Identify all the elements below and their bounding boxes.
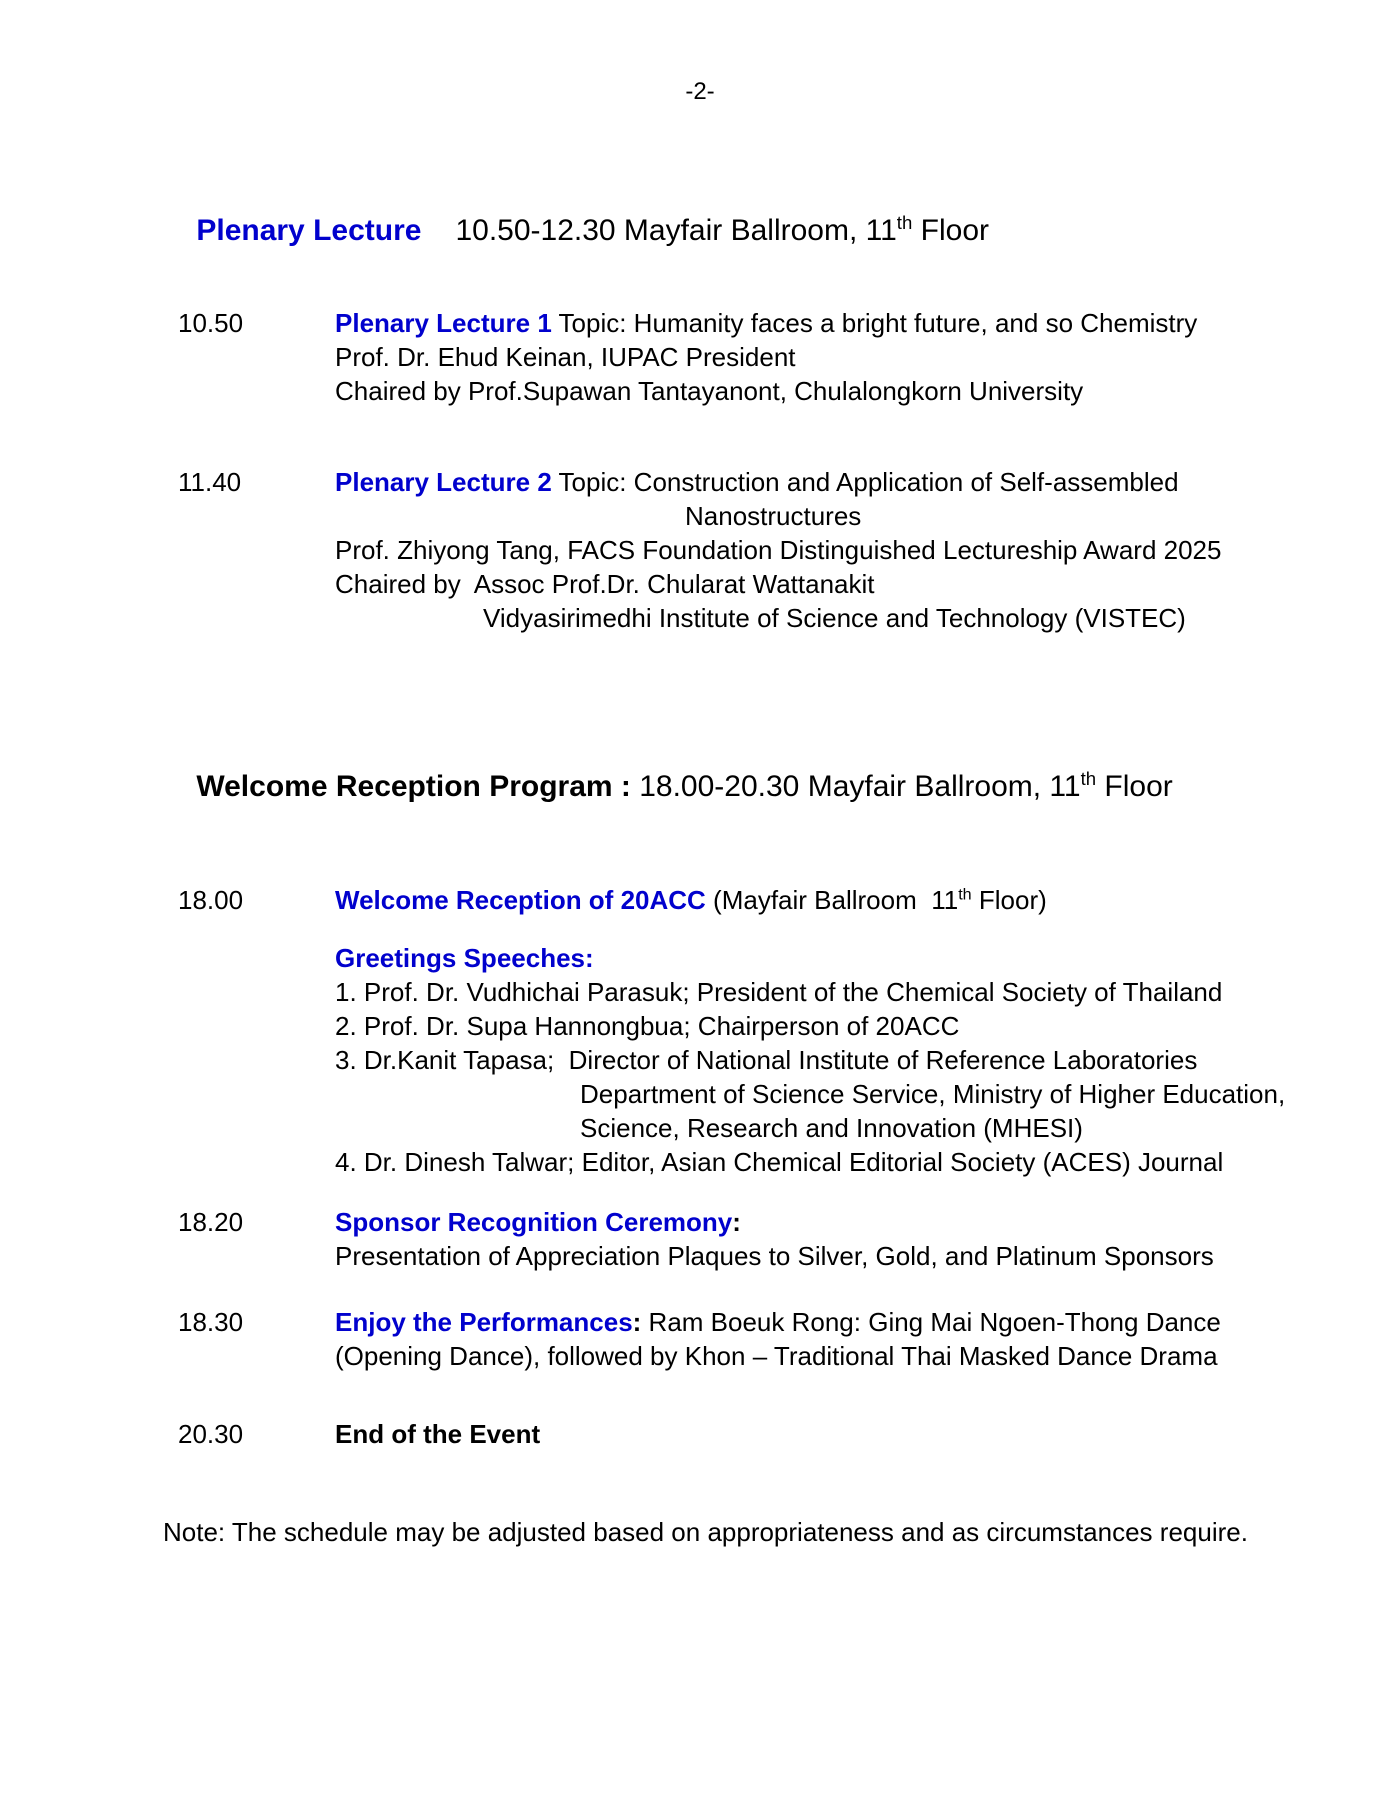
event-content (335, 1417, 1340, 1451)
plenary-heading-info-text: 10.50-12.30 Mayfair Ballroom, 11 (455, 214, 897, 247)
event-title-colon: : (732, 1207, 741, 1237)
schedule-row-plenary-2 (0, 465, 1400, 635)
event-title-colon: : (632, 1307, 642, 1337)
event-chair: Chaired by Assoc Prof.Dr. Chularat Wattanakit (335, 569, 875, 599)
time-cell: 20.30 (178, 1419, 244, 1449)
time-cell: 10.50 (178, 308, 244, 338)
event-title-line (335, 1205, 1340, 1239)
plenary-section-heading (163, 174, 1400, 288)
schedule-row-welcome-reception (0, 883, 1400, 917)
event-location (706, 885, 1047, 915)
event-topic-continuation: Nanostructures (685, 501, 862, 531)
event-title: Enjoy the Performances (335, 1307, 633, 1337)
event-chair-affiliation: Vidyasirimedhi Institute of Science and Technology (VISTEC) (483, 603, 1186, 633)
reception-heading-info-text: 18.00-20.30 Mayfair Ballroom, 11 (630, 770, 1081, 803)
time-cell: 18.30 (178, 1307, 244, 1337)
superscript-th: th (1080, 768, 1097, 789)
time-cell-empty (178, 941, 335, 1179)
greetings-content (335, 941, 1340, 1179)
reception-section-heading (163, 730, 1400, 844)
schedule-row-performances (0, 1305, 1400, 1373)
event-location-text: (Mayfair Ballroom 11 (705, 885, 959, 915)
greetings-item-3: 3. Dr.Kanit Tapasa; Director of National Institute of Reference Laboratories (335, 1045, 1198, 1075)
schedule-row-sponsor-ceremony (0, 1205, 1400, 1273)
event-title: Sponsor Recognition Ceremony (335, 1207, 733, 1237)
event-detail: (Opening Dance), followed by Khon – Traditional Thai Masked Dance Drama (335, 1341, 1218, 1371)
event-title-line (335, 883, 1340, 917)
greetings-item-2: 2. Prof. Dr. Supa Hannongbua; Chairperson of 20ACC (335, 1011, 960, 1041)
time-cell: 18.20 (178, 1207, 244, 1237)
event-content (335, 465, 1340, 635)
event-title: Welcome Reception of 20ACC (335, 885, 706, 915)
greetings-item-3-continuation-1: Department of Science Service, Ministry of Higher Education, (580, 1079, 1286, 1109)
event-topic: Topic: Humanity faces a bright future, and so Chemistry (551, 308, 1198, 338)
event-title-line (335, 1305, 1340, 1339)
time-cell: 11.40 (178, 467, 242, 497)
schedule-row-plenary-1 (0, 306, 1400, 408)
event-topic: Topic: Construction and Application of Self-assembled (551, 467, 1179, 497)
event-title-line (335, 465, 1340, 499)
schedule-note: Note: The schedule may be adjusted based on appropriateness and as circumstances require. (163, 1517, 1248, 1547)
plenary-heading-info (455, 214, 989, 247)
superscript-th: th (958, 885, 972, 904)
greetings-speeches-block (0, 941, 1400, 1179)
time-cell: 18.00 (178, 885, 244, 915)
reception-heading-info (631, 770, 1173, 803)
greetings-item-3-continuation-2: Science, Research and Innovation (MHESI) (580, 1113, 1083, 1143)
event-title-line (335, 306, 1340, 340)
greetings-item-1: 1. Prof. Dr. Vudhichai Parasuk; President of the Chemical Society of Thailand (335, 977, 1223, 1007)
event-content (335, 883, 1340, 917)
reception-heading-title: Welcome Reception Program : (196, 770, 631, 803)
event-location-tail: Floor) (971, 885, 1047, 915)
event-chair: Chaired by Prof.Supawan Tantayanont, Chulalongkorn University (335, 376, 1084, 406)
greetings-item-4: 4. Dr. Dinesh Talwar; Editor, Asian Chemical Editorial Society (ACES) Journal (335, 1147, 1224, 1177)
page-number: -2- (685, 78, 715, 105)
superscript-th: th (896, 212, 913, 233)
event-content (335, 306, 1340, 408)
event-speaker: Prof. Dr. Ehud Keinan, IUPAC President (335, 342, 796, 372)
schedule-row-end-event (0, 1417, 1400, 1451)
event-content (335, 1205, 1340, 1273)
greetings-heading: Greetings Speeches: (335, 943, 594, 973)
event-title: End of the Event (335, 1419, 541, 1449)
plenary-heading-title: Plenary Lecture (196, 214, 422, 247)
event-title: Plenary Lecture 2 (335, 467, 552, 497)
reception-heading-info-tail: Floor (1096, 770, 1173, 803)
event-detail-inline: Ram Boeuk Rong: Ging Mai Ngoen-Thong Dance (641, 1307, 1221, 1337)
event-detail: Presentation of Appreciation Plaques to Silver, Gold, and Platinum Sponsors (335, 1241, 1214, 1271)
event-title: Plenary Lecture 1 (335, 308, 552, 338)
event-speaker: Prof. Zhiyong Tang, FACS Foundation Distinguished Lectureship Award 2025 (335, 535, 1222, 565)
event-content (335, 1305, 1340, 1373)
plenary-heading-info-tail: Floor (912, 214, 989, 247)
